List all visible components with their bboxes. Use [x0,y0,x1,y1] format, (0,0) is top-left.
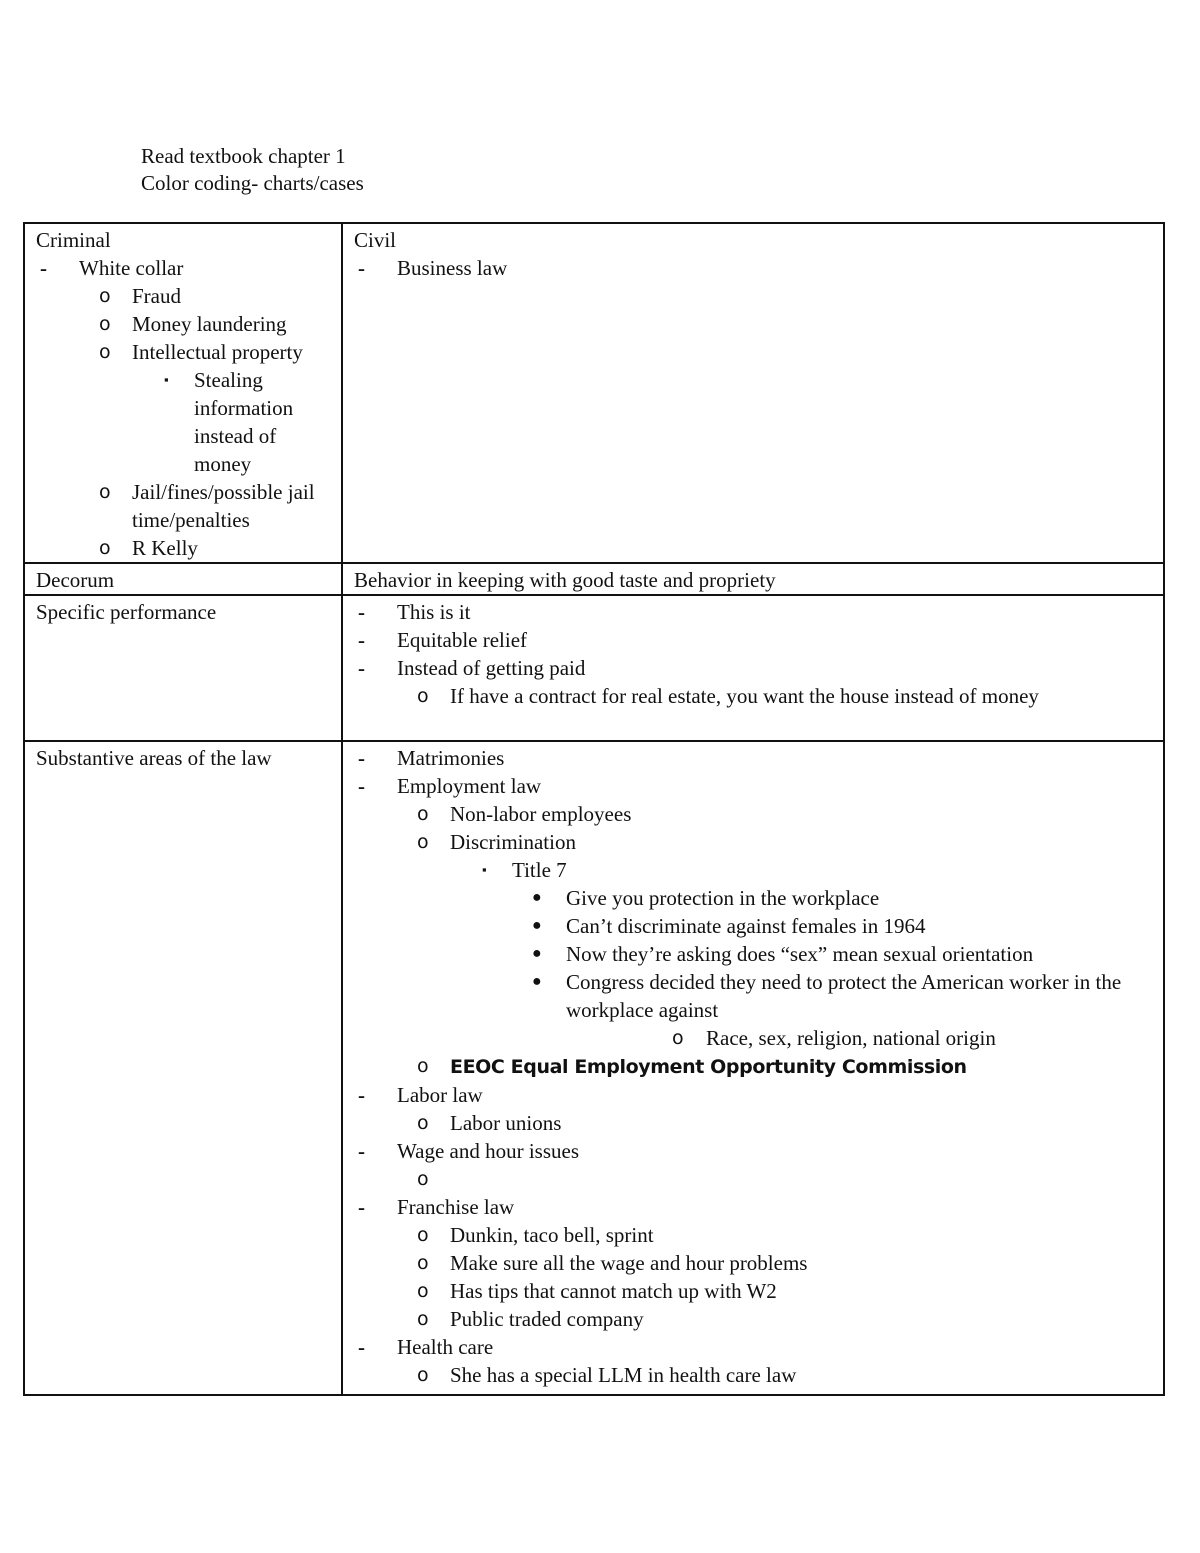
intro-line-color-coding: Color coding- charts/cases [141,171,364,195]
list-item-text: Intellectual property [132,340,303,364]
list-item-text: Title 7 [512,858,567,882]
cell-specific-performance-term [24,595,342,741]
circle-bullet-icon: o [417,1112,429,1134]
list-item-text: Can’t discriminate against females in 1964 [566,914,926,938]
criminal-list [36,254,337,562]
list-item [354,598,1159,626]
cell-civil [342,223,1164,563]
list-item-text: Fraud [132,284,181,308]
decorum-definition: Behavior in keeping with good taste and propriety [354,568,776,592]
list-item-text: Discrimination [450,830,576,854]
circle-bullet-icon: o [99,285,111,307]
circle-bullet-icon: o [417,1224,429,1246]
list-item [354,1361,1159,1389]
list-item [354,968,1159,1052]
list-item-text: Franchise law [397,1195,515,1219]
discrimination-sublist [450,856,1159,1052]
dash-bullet-icon: - [358,1195,365,1219]
list-item [354,1109,1159,1137]
list-item-text: Business law [397,256,508,280]
cell-substantive-term [24,741,342,1395]
list-item [36,282,335,310]
dash-bullet-icon: - [358,256,365,280]
list-item-text: Equitable relief [397,628,528,652]
dot-bullet-icon: ● [532,973,542,990]
circle-bullet-icon: o [417,1364,429,1386]
list-item-text: Give you protection in the workplace [566,886,880,910]
circle-bullet-icon: o [99,341,111,363]
dot-bullet-icon: ● [532,945,542,962]
list-item [36,478,335,534]
list-item [354,940,1159,968]
dash-bullet-icon: - [358,746,365,770]
table-row-substantive-areas [24,741,1164,1395]
square-bullet-icon: ▪ [164,372,169,387]
specific-performance-heading: Specific performance [36,600,217,624]
list-item-text [450,1167,455,1191]
list-item-text: If have a contract for real estate, you want the house instead of money [450,684,1039,708]
circle-bullet-icon: o [417,1168,429,1190]
list-item-text: Health care [397,1335,494,1359]
instead-of-paid-sublist [397,682,1159,710]
list-item-text: Race, sex, religion, national origin [706,1026,996,1050]
list-item [354,626,1159,654]
list-item-text: Jail/fines/possible jail time/penalties [132,480,315,532]
dash-bullet-icon: - [358,1083,365,1107]
list-item [354,254,1159,282]
criminal-heading: Criminal [36,228,111,252]
circle-bullet-icon: o [417,831,429,853]
table-row-criminal-civil [24,223,1164,563]
list-item [354,772,1159,1081]
list-item [354,800,1159,828]
dash-bullet-icon: - [358,1335,365,1359]
list-item-text: R Kelly [132,536,198,560]
list-item [36,366,333,478]
list-item-text: Dunkin, taco bell, sprint [450,1223,654,1247]
table-row-specific-performance [24,595,1164,741]
dot-bullet-icon: ● [532,889,542,906]
circle-bullet-icon: o [99,313,111,335]
list-item [354,1305,1159,1333]
square-bullet-icon: ▪ [482,862,487,877]
table-row-decorum [24,563,1164,595]
list-item [354,654,1159,710]
cell-decorum-definition [342,563,1164,595]
list-item [354,1137,1159,1193]
intro-line-reading: Read textbook chapter 1 [141,144,346,168]
list-item [36,254,337,562]
list-item-text: Non-labor employees [450,802,632,826]
list-item [354,1052,1159,1081]
circle-bullet-icon: o [417,1252,429,1274]
list-item-text: Wage and hour issues [397,1139,580,1163]
list-item-text: Now they’re asking does “sex” mean sexual orientation [566,942,1034,966]
circle-bullet-icon: o [417,803,429,825]
list-item [354,682,1159,710]
notes-table [23,222,1165,1396]
list-item-text: EEOC Equal Employment Opportunity Commission [450,1056,967,1078]
list-item-text: White collar [79,256,184,280]
list-item [36,338,335,478]
white-collar-sublist [79,282,335,562]
civil-heading: Civil [354,228,397,252]
circle-bullet-icon: o [99,537,111,559]
title7-sublist [512,884,1159,1052]
list-item [354,1193,1159,1333]
intellectual-property-sublist [132,366,333,478]
list-item-text: This is it [397,600,471,624]
list-item [354,744,1159,772]
list-item [36,310,335,338]
franchise-law-sublist [397,1221,1159,1333]
intro-notes [141,143,364,197]
list-item-text: Employment law [397,774,542,798]
list-item-text: Instead of getting paid [397,656,586,680]
circle-bullet-icon: o [417,1280,429,1302]
list-item-text: Labor law [397,1083,483,1107]
dash-bullet-icon: - [358,600,365,624]
health-care-sublist [397,1361,1159,1389]
cell-decorum-term [24,563,342,595]
dash-bullet-icon: - [40,256,47,280]
list-item [36,534,335,562]
list-item-text: She has a special LLM in health care law [450,1363,797,1387]
cell-criminal [24,223,342,563]
list-item-text: Public traded company [450,1307,644,1331]
substantive-heading: Substantive areas of the law [36,746,272,770]
list-item [354,828,1159,1052]
dash-bullet-icon: - [358,656,365,680]
list-item-text: Money laundering [132,312,287,336]
dash-bullet-icon: - [358,774,365,798]
circle-bullet-icon: o [417,685,429,707]
list-item [354,1249,1159,1277]
cell-substantive-notes [342,741,1164,1395]
list-item [354,1165,1159,1193]
employment-law-sublist [397,800,1159,1081]
labor-law-sublist [397,1109,1159,1137]
list-item-text: Has tips that cannot match up with W2 [450,1279,777,1303]
list-item-text: Labor unions [450,1111,562,1135]
list-item [354,856,1159,1052]
list-item-text: Stealing information instead of money [194,368,294,476]
list-item [354,1221,1159,1249]
list-item [354,1024,1139,1052]
substantive-list [354,744,1159,1389]
list-item [354,912,1159,940]
circle-bullet-icon: o [417,1308,429,1330]
list-item-text: Congress decided they need to protect the American worker in the workplace against [566,970,1122,1022]
circle-bullet-icon: o [417,1055,429,1077]
list-item [354,1277,1159,1305]
list-item-text: Matrimonies [397,746,505,770]
list-item-text: Make sure all the wage and hour problems [450,1251,808,1275]
protected-classes-sublist [566,1024,1139,1052]
circle-bullet-icon: o [672,1027,684,1049]
list-item [354,1333,1159,1389]
specific-performance-list [354,598,1159,710]
dash-bullet-icon: - [358,628,365,652]
list-item [354,884,1159,912]
list-item [354,1081,1159,1137]
civil-list [354,254,1159,282]
dash-bullet-icon: - [358,1139,365,1163]
decorum-heading: Decorum [36,568,115,592]
cell-specific-performance-notes [342,595,1164,741]
wage-hour-sublist [397,1165,1159,1193]
circle-bullet-icon: o [99,481,111,503]
dot-bullet-icon: ● [532,917,542,934]
